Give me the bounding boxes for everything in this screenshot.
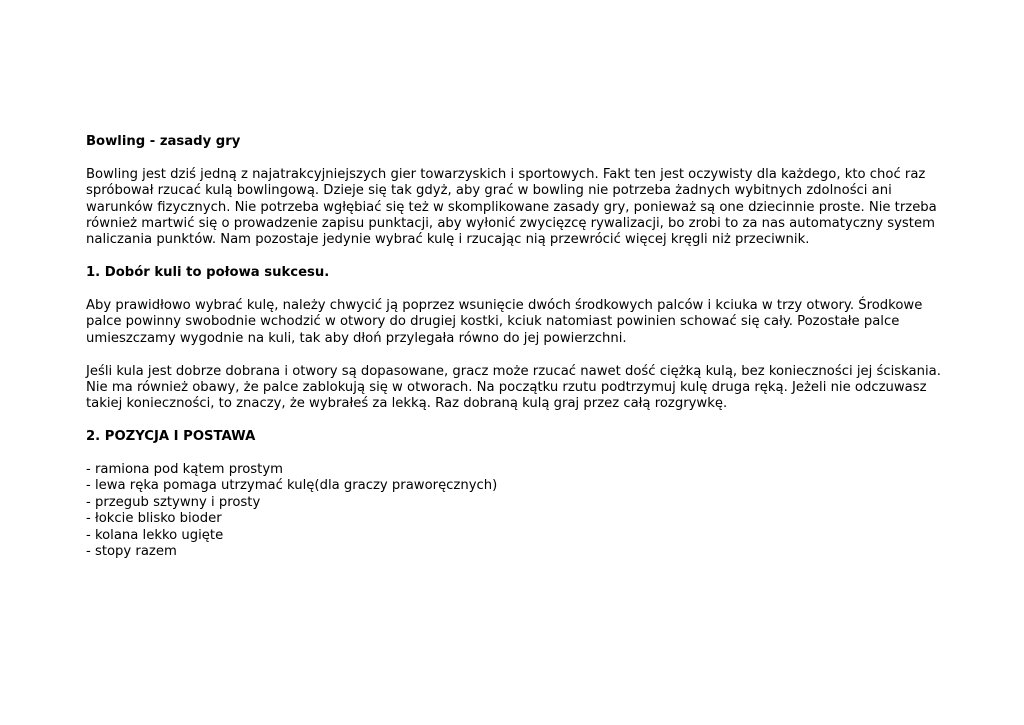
spacer: [86, 446, 946, 462]
section-1-paragraph-2: Jeśli kula jest dobrze dobrana i otwory są dopasowane, gracz może rzucać nawet dość ciężką kulą, bez konieczności jej ściskania. Nie ma również obawy, że palce zablokują się w otworach. Na początku rzutu podtrzymuj kulę druga ręką. Jeżeli nie odczuwasz takiej konieczności, to znaczy, że wybrałeś za lekką. Raz dobraną kulą graj przez całą rozgrywkę.: [86, 363, 941, 412]
spacer: [86, 413, 946, 429]
document-page: [86, 134, 946, 560]
spacer: [86, 282, 946, 298]
list-item: - przegub sztywny i prosty: [86, 494, 261, 510]
section-2-heading: 2. POZYCJA I POSTAWA: [86, 429, 256, 445]
spacer: [86, 150, 946, 166]
posture-list: [86, 462, 946, 560]
list-item: - ramiona pod kątem prostym: [86, 462, 283, 478]
spacer: [86, 347, 946, 363]
list-item: - łokcie blisko bioder: [86, 511, 222, 527]
list-item: - kolana lekko ugięte: [86, 527, 224, 543]
section-1-paragraph-1: Aby prawidłowo wybrać kulę, należy chwycić ją poprzez wsunięcie dwóch środkowych palców i kciuka w trzy otwory. Środkowe palce powinny swobodnie wchodzić w otwory do drugiej kostki, kciuk natomiast powinien schować się cały. Pozostałe palce umieszczamy wygodnie na kuli, tak aby dłoń przylegała równo do jej powierzchni.: [86, 298, 923, 346]
document-title: Bowling - zasady gry: [86, 134, 241, 149]
list-item: - stopy razem: [86, 544, 177, 560]
intro-paragraph: Bowling jest dziś jedną z najatrakcyjniejszych gier towarzyskich i sportowych. Fakt ten jest oczywisty dla każdego, kto choć raz spróbował rzucać kulą bowlingową. Dzieje się tak gdyż, aby grać w bowling nie potrzeba żadnych wybitnych zdolności ani warunków fizycznych. Nie potrzeba wgłębiać się też w skomplikowane zasady gry, ponieważ są one dziecinnie proste. Nie trzeba również martwić się o prowadzenie zapisu punktacji, aby wyłonić zwycięzcę rywalizacji, bo zrobi to za nas automatyczny system naliczania punktów. Nam pozostaje jedynie wybrać kulę i rzucając nią przewrócić więcej kręgli niż przeciwnik.: [86, 166, 937, 248]
list-item: - lewa ręka pomaga utrzymać kulę(dla graczy praworęcznych): [86, 478, 498, 494]
spacer: [86, 249, 946, 265]
section-1-heading: 1. Dobór kuli to połowa sukcesu.: [86, 265, 330, 281]
